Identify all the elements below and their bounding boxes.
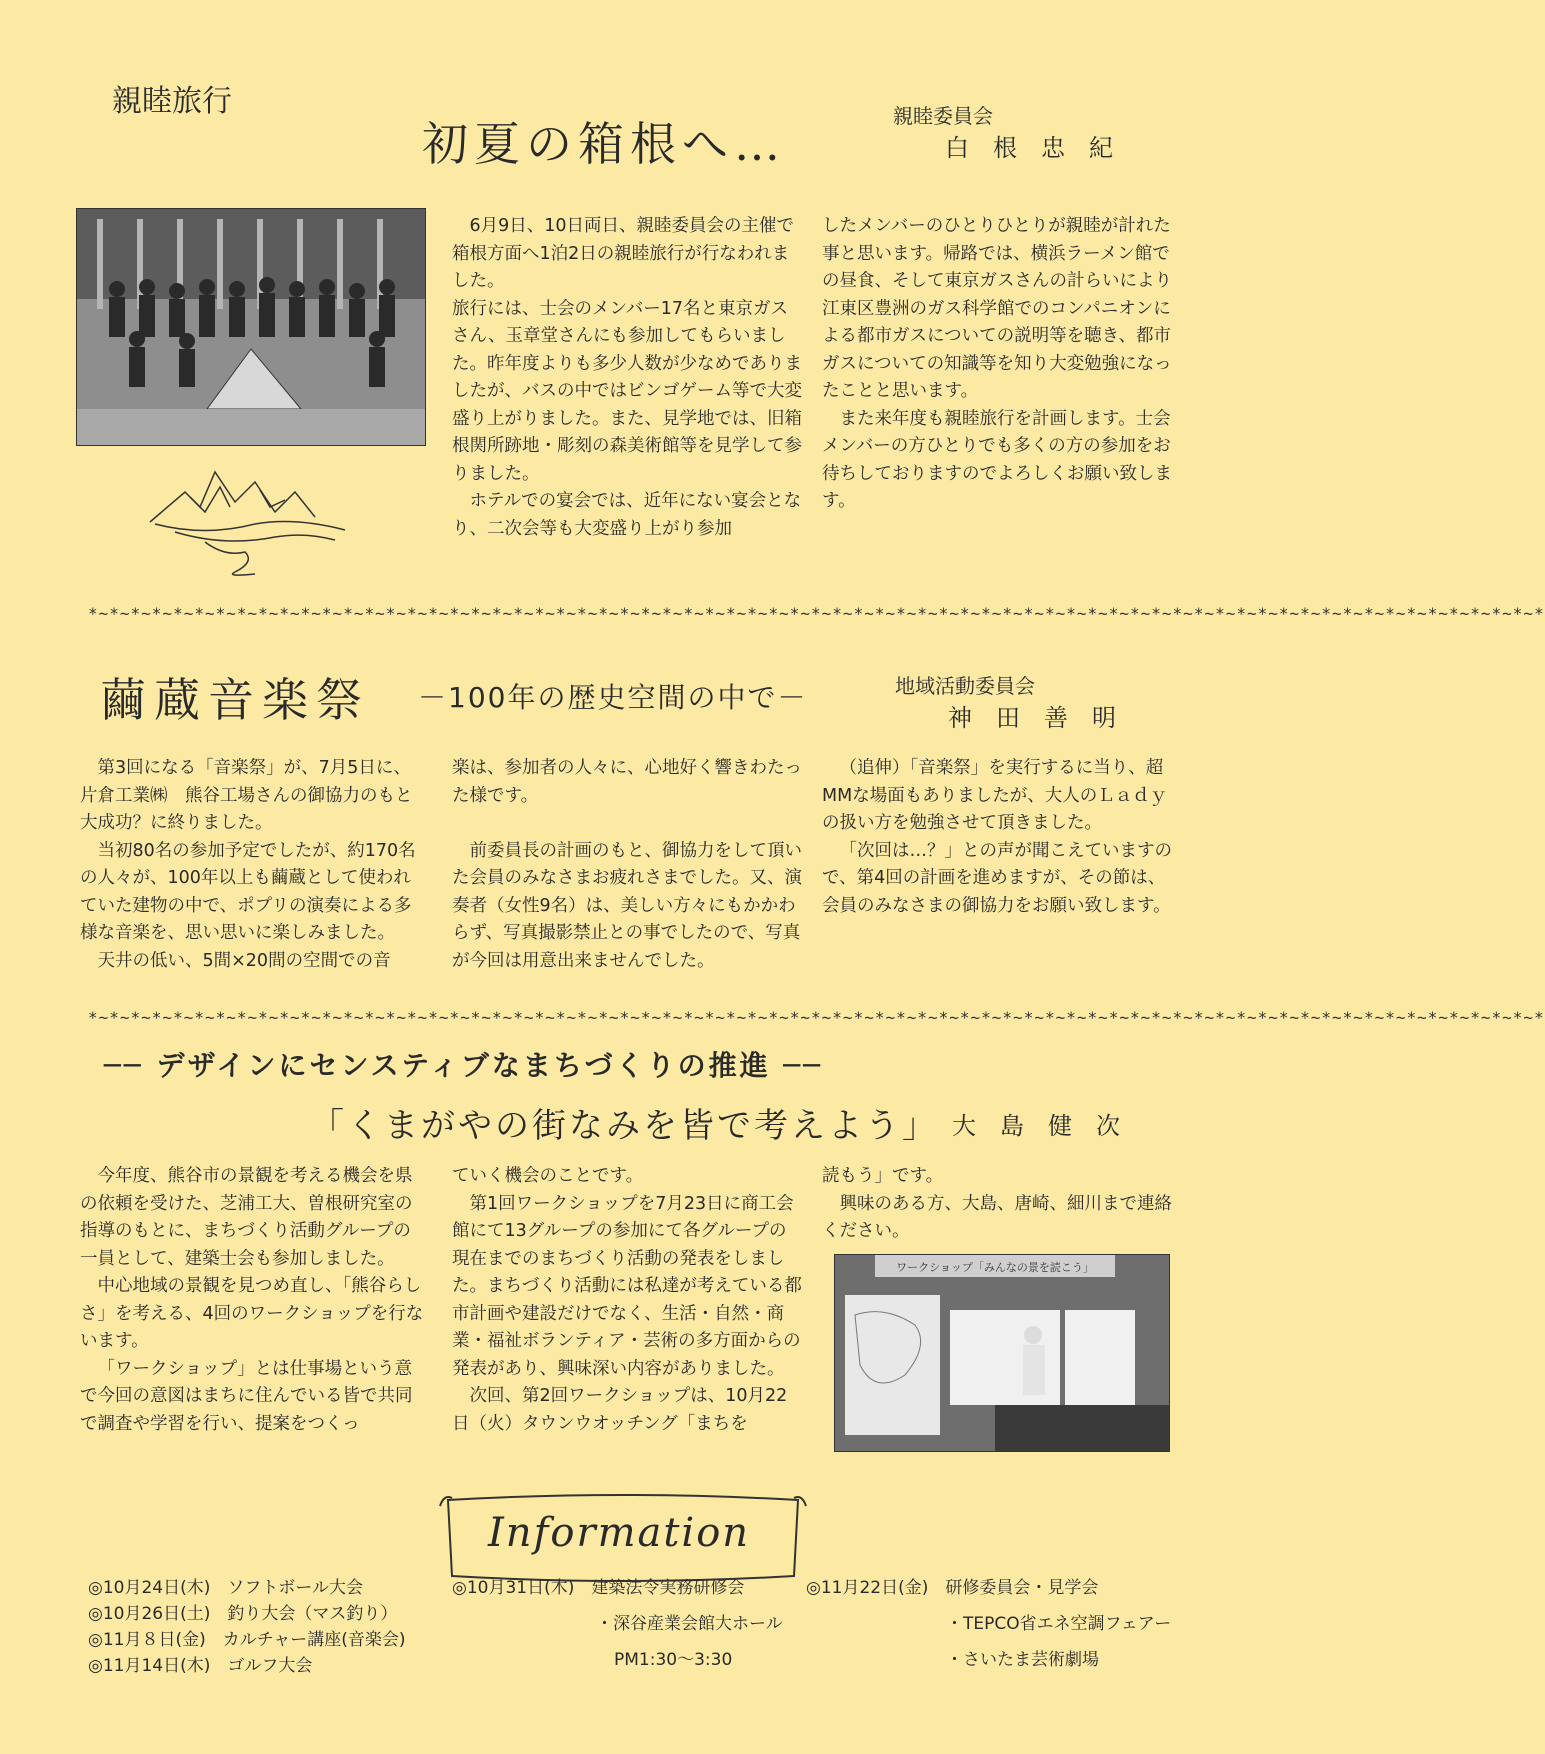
section1-column-1 xyxy=(452,213,802,543)
section2-title: 繭蔵音楽祭 xyxy=(100,673,370,727)
paragraph: 天井の低い、5間×20間の空間での音 xyxy=(97,950,391,971)
paragraph: 中心地域の景観を見つめ直し、「熊谷らしさ」を考える、4回のワークショップを行ないます。 xyxy=(80,1276,424,1351)
paragraph: 興味のある方、大島、唐崎、細川まで連絡ください。 xyxy=(822,1193,1172,1241)
paragraph: 前委員長の計画のもと、御協力をして頂いた会員のみなさまお疲れさまでした。又、演奏者（女性9名）は、美しい方々にもかかわらず、写真撮影禁止との事でしたので、写真が今回は用意出来ませんでした。 xyxy=(452,840,802,971)
paragraph: 楽は、参加者の人々に、心地好く響きわたった様です。 xyxy=(452,758,802,806)
info-right-1: ◎11月22日(金) 研修委員会・見学会 xyxy=(806,1578,1099,1598)
info-left-1: ◎10月24日(木) ソフトボール大会 xyxy=(88,1578,364,1598)
separator: *~*~*~*~*~*~*~*~*~*~*~*~*~*~*~*~*~*~*~*~*~*~*~*~*~*~*~*~*~*~*~*~*~*~*~*~*~*~*~*~*~*~*~*~*~*~*~*~*~*~*~*~*~*~*~*~*~*~*~*~*~*~*~*~*~*~*~*~* xyxy=(88,604,1545,623)
section1-title: 初夏の箱根へ… xyxy=(422,117,786,171)
paragraph: また来年度も親睦旅行を計画します。士会メンバーの方ひとりでも多くの方の参加をお待ちしておりますのでよろしくお願い致します。 xyxy=(822,408,1172,511)
paragraph: 当初80名の参加予定でしたが、約170名の人々が、100年以上も繭蔵として使われていた建物の中で、ポプリの演奏による多様な音楽を、思い思いに楽しみました。 xyxy=(80,840,416,943)
section2-author: 神 田 善 明 xyxy=(948,704,1116,732)
info-middle-1: ◎10月31日(木) 建築法令実務研修会 xyxy=(452,1578,745,1598)
paragraph: 次回、第2回ワークショップは、10月22日（火）タウンウオッチング「まちを xyxy=(452,1386,788,1434)
section1-tag: 親睦旅行 xyxy=(112,84,232,119)
paragraph: 「ワークショップ」とは仕事場という意で今回の意図はまちに住んでいる皆で共同で調査や学習を行い、提案をつくっ xyxy=(80,1358,413,1434)
photo-banner-text: ワークショップ「みんなの景を読こう」 xyxy=(896,1261,1094,1274)
workshop-photo-image xyxy=(835,1255,1169,1451)
information-title: Information xyxy=(488,1510,751,1556)
info-right-3: ・さいたま芸術劇場 xyxy=(946,1650,1099,1670)
section3-column-3 xyxy=(822,1163,1172,1246)
section3-column-1 xyxy=(80,1163,426,1438)
paragraph: 第3回になる「音楽祭」が、7月5日に、片倉工業㈱ 熊谷工場さんの御協力のもと大成功？に終りました。 xyxy=(80,758,413,833)
paragraph: 読もう」です。 xyxy=(822,1166,944,1186)
paragraph: したメンバーのひとりひとりが親睦が計れた事と思います。帰路では、横浜ラーメン館での昼食、そして東京ガスさんの計らいにより江東区豊洲のガス科学館でのコンパニオンによる都市ガスについての説明等を聴き、都市ガスについての知識等を知り大変勉強になったことと思います。 xyxy=(822,216,1172,401)
paragraph: ホテルでの宴会では、近年にない宴会となり、二次会等も大変盛り上がり参加 xyxy=(452,491,802,539)
info-middle-3: PM1:30～3:30 xyxy=(614,1650,733,1670)
section2-column-2 xyxy=(452,755,802,975)
section1-author: 白 根 忠 紀 xyxy=(945,134,1113,162)
section3-column-2 xyxy=(452,1163,802,1438)
section3-heading: ── デザインにセンスティブなまちづくりの推進 ── xyxy=(104,1049,824,1082)
paragraph: 第1回ワークショップを7月23日に商工会館にて13グループの参加にて各グループの現在までのまちづくり活動の発表をしました。まちづくり活動には私達が考えている都市計画や建設だけでなく、生活・自然・商業・福祉ボランティア・芸術の多方面からの発表があり、興味深い内容がありました。 xyxy=(452,1193,802,1379)
group-photo xyxy=(76,208,426,446)
paragraph: 今年度、熊谷市の景観を考える機会を県の依頼を受けた、芝浦工大、曽根研究室の指導のもとに、まちづくり活動グループの一員として、建築士会も参加しました。 xyxy=(80,1166,413,1269)
info-left-4: ◎11月14日(木) ゴルフ大会 xyxy=(88,1656,313,1676)
paragraph: 旅行には、士会のメンバー17名と東京ガスさん、玉章堂さんにも参加してもらいました。昨年度よりも多少人数が少なめでありましたが、バスの中ではビンゴゲーム等で大変盛り上がりました。また、見学地では、旧箱根関所跡地・彫刻の森美術館等を見学して参りました。 xyxy=(452,298,802,484)
paragraph: 6月9日、10日両日、親睦委員会の主催で箱根方面へ1泊2日の親睦旅行が行なわれました。 xyxy=(452,216,795,291)
info-right-2: ・TEPCO省エネ空調フェアー xyxy=(946,1614,1172,1634)
section2-committee: 地域活動委員会 xyxy=(895,674,1035,698)
section3-title: 「くまがやの街なみを皆で考えよう」 xyxy=(310,1106,939,1146)
section2-column-3 xyxy=(822,755,1172,920)
paragraph: 「次回は…？」との声が聞こえていますので、第4回の計画を進めますが、その節は、会員のみなさまの御協力をお願い致します。 xyxy=(822,840,1172,916)
mountain-illustration xyxy=(145,462,355,582)
info-left-2: ◎10月26日(土) 釣り大会（マス釣り） xyxy=(88,1604,398,1624)
paragraph: （追伸）「音楽祭」を実行するに当り、超MMな場面もありましたが、大人のＬａｄｙの扱い方を勉強させて頂きました。 xyxy=(822,758,1168,833)
paragraph: ていく機会のことです。 xyxy=(452,1166,644,1186)
group-photo-image xyxy=(77,209,425,445)
section1-committee: 親睦委員会 xyxy=(893,104,993,128)
section3-author: 大 島 健 次 xyxy=(952,1112,1120,1140)
separator: *~*~*~*~*~*~*~*~*~*~*~*~*~*~*~*~*~*~*~*~*~*~*~*~*~*~*~*~*~*~*~*~*~*~*~*~*~*~*~*~*~*~*~*~*~*~*~*~*~*~*~*~*~*~*~*~*~*~*~*~*~*~*~*~*~*~*~*~* xyxy=(88,1008,1545,1027)
info-left-3: ◎11月８日(金) カルチャー講座(音楽会) xyxy=(88,1630,406,1650)
section2-column-1 xyxy=(80,755,426,975)
info-middle-2: ・深谷産業会館大ホール xyxy=(596,1614,783,1634)
section1-column-2 xyxy=(822,213,1172,516)
workshop-photo xyxy=(834,1254,1170,1452)
section2-subtitle: －100年の歴史空間の中で－ xyxy=(418,681,808,714)
